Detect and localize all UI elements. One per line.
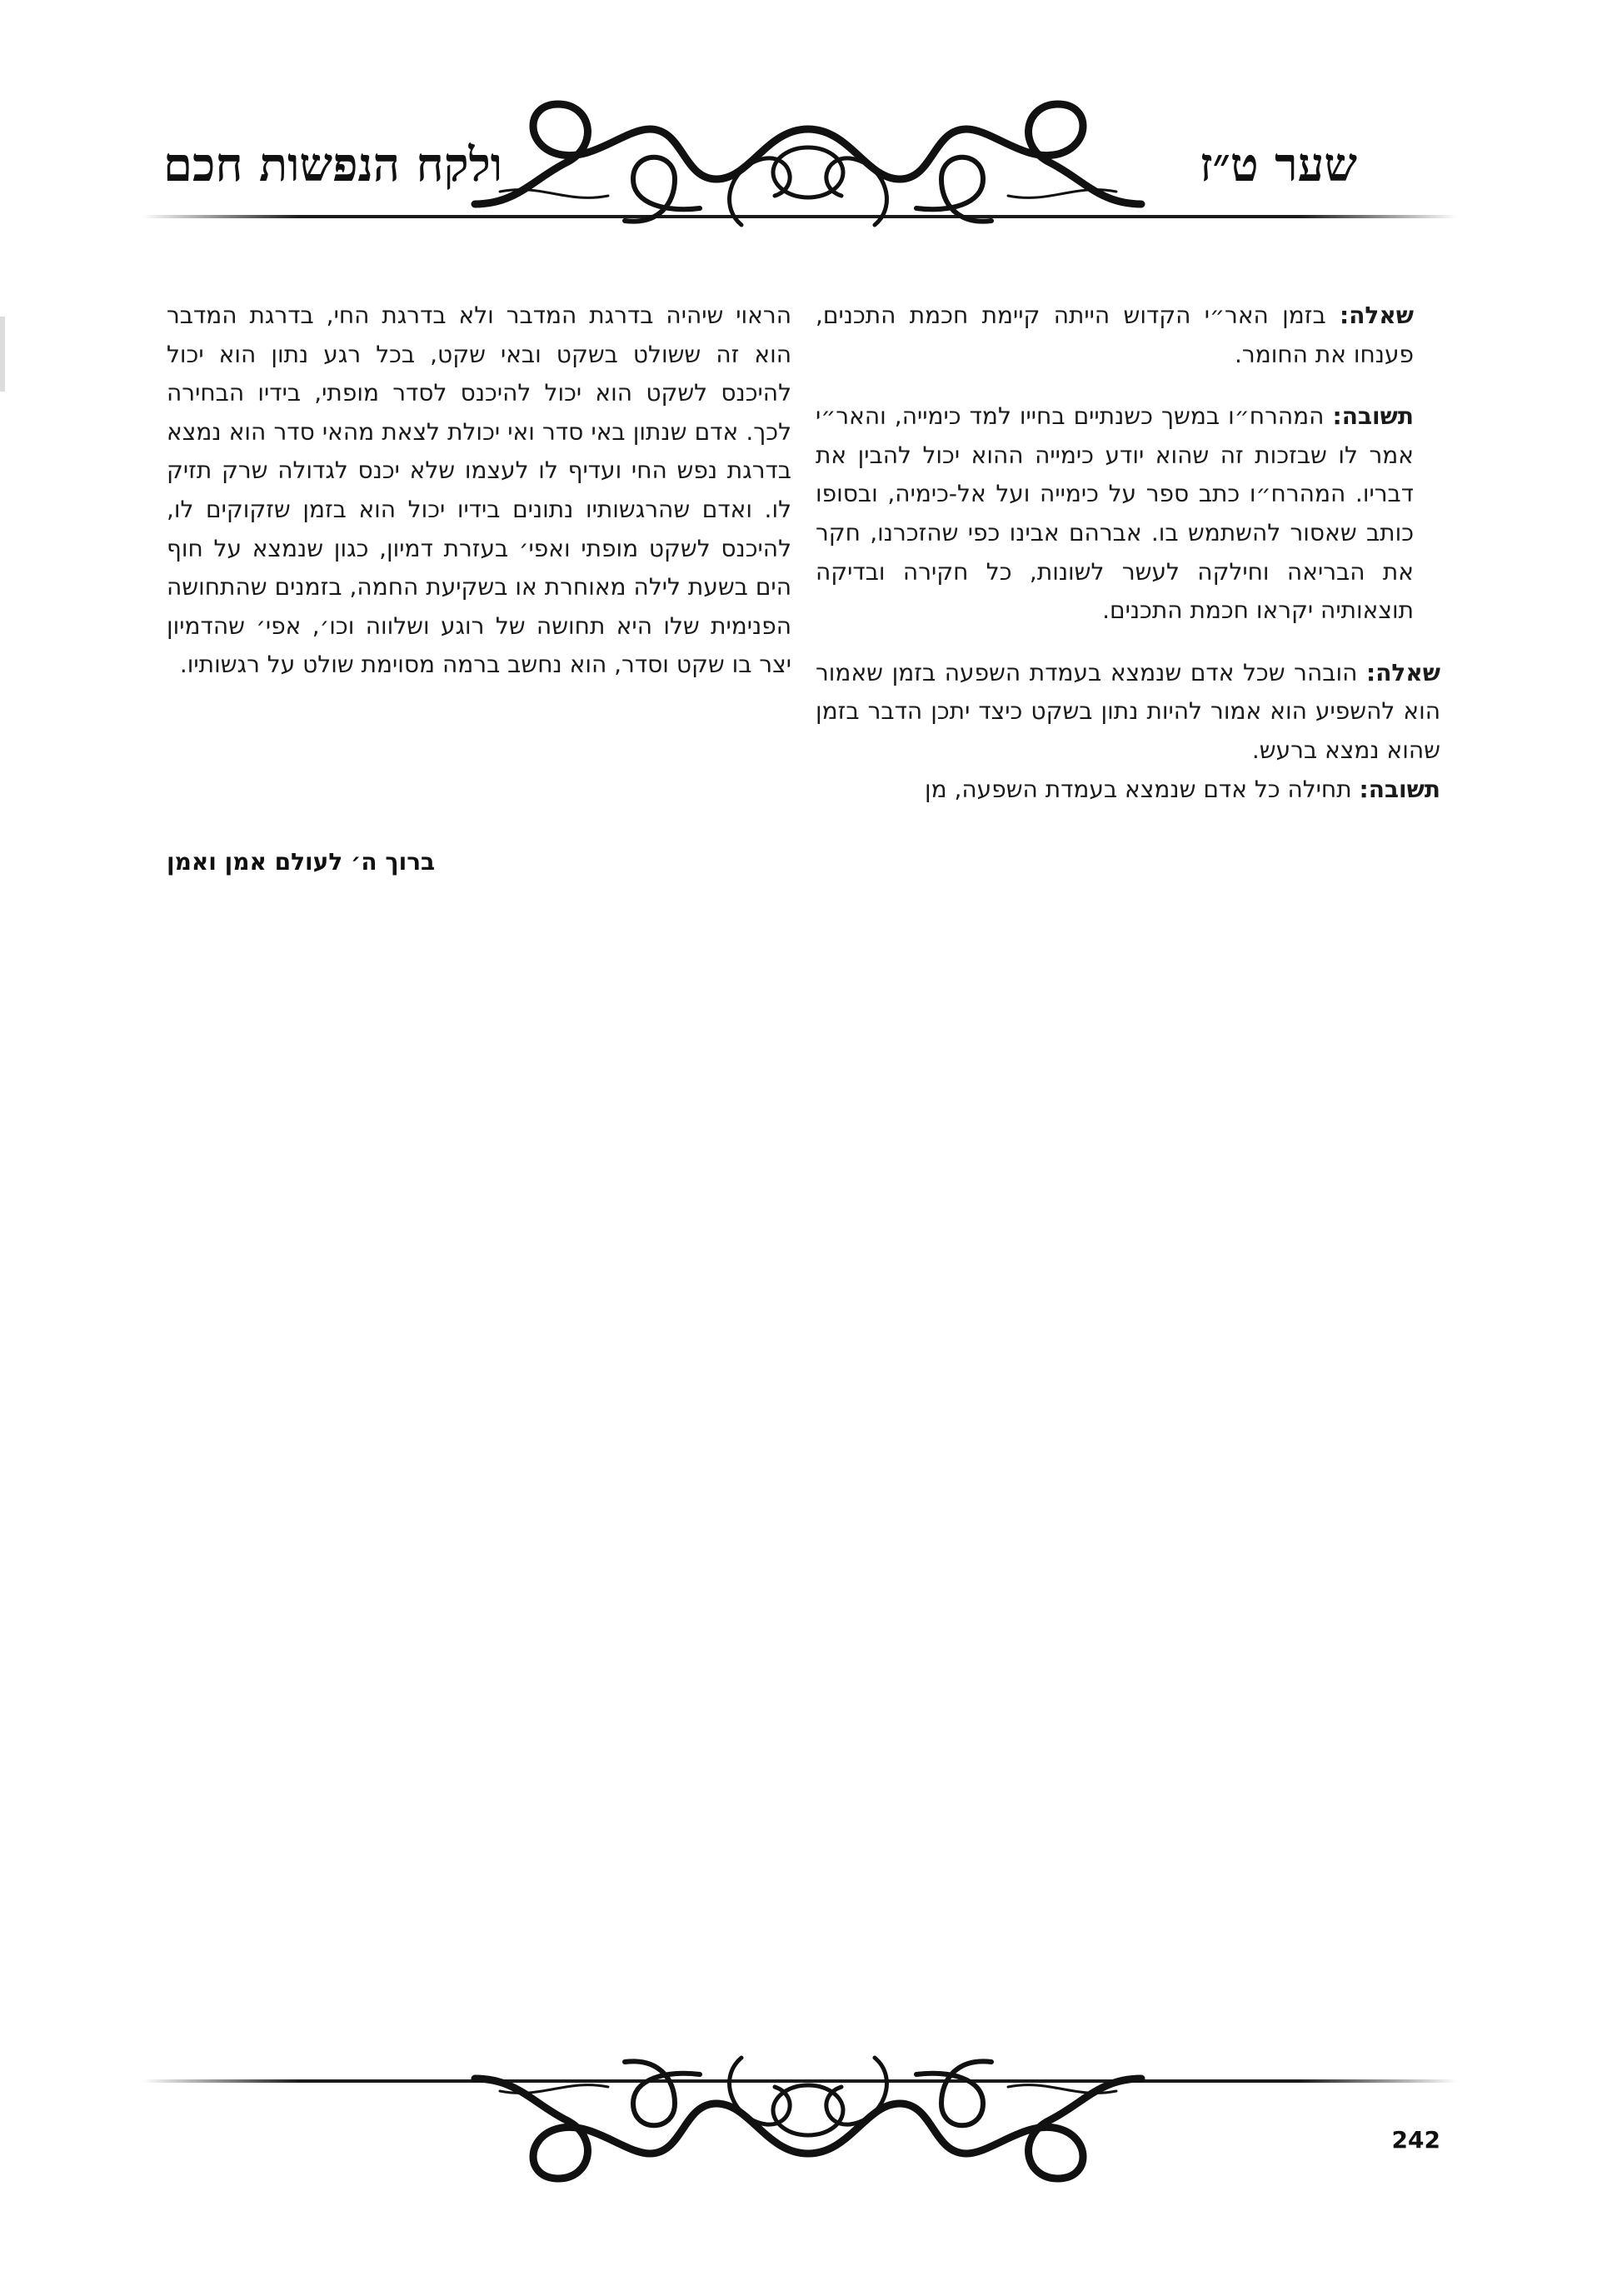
closing-blessing: ברוך ה׳ לעולם אמן ואמן [167, 848, 436, 876]
question-label: שאלה: [1366, 658, 1440, 686]
paragraph-continuation: הראוי שיהיה בדרגת המדבר ולא בדרגת החי, בדרגת המדבר הוא זה ששולט בשקט ובאי שקט, בכל רגע נתון הוא יכול להיכנס לשקט הוא יכול להיכנס לסדר מופתי, בידיו הבחירה לכך. אדם שנתון באי סדר ואי יכולת לצאת מהאי סדר הוא נמצא בדרגת נפש החי ועדיף לו לעצמו שלא יכנס לגדולה שרק תזיק לו. ואדם שהרגשותיו נתונים בידיו יכול הוא בזמן שזקוקים לו, להיכנס לשקט מופתי ואפי׳ בעזרת דמיון, כגון שנמצא על חוף הים בשעת לילה מאוחרת או בשקיעת החמה, בזמנים שהתחושה הפנימית שלו היא תחושה של רוגע ושלווה וכו׳, אפי׳ שהדמיון יצר בו שקט וסדר, הוא נחשב ברמה מסוימת שולט על רגשותיו. [167, 302, 791, 679]
paragraph-text: בזמן האר״י הקדוש הייתה קיימת חכמת התכנים, פענחו את החומר. [816, 302, 1414, 368]
chapter-title: שער ט״ז [1199, 137, 1357, 192]
paragraph-question-1 [816, 297, 1440, 374]
paragraph-text: המהרח״ו במשך כשנתיים בחייו למד כימייה, והאר״י אמר לו שבזכות זה שהוא יודע כימייה ההוא יכול להבין את דבריו. המהרח״ו כתב ספר על כימייה ועל אל-כימיה, ובסופו כותב שאסור להשתמש בו. אברהם אבינו כפי שהזכרנו, חקר את הבריאה וחילקה לעשר לשונות, כל חקירה ובדיקה תוצאותיה יקראו חכמת התכנים. [816, 402, 1414, 625]
question-label: שאלה: [1340, 302, 1414, 329]
header-flourish-ornament [467, 79, 1150, 237]
paragraph-text: הובהר שכל אדם שנמצא בעמדת השפעה בזמן שאמור הוא להשפיע הוא אמור להיות נתון בשקט כיצד יתכן הדבר בזמן שהוא נמצא ברעש. [816, 658, 1440, 764]
paragraph-answer-2 [816, 771, 1440, 810]
paragraph-question-2 [816, 654, 1440, 771]
left-column [167, 297, 791, 685]
paragraph-answer-1 [816, 397, 1440, 631]
page-edge-mark [0, 317, 5, 392]
paragraph-text: תחילה כל אדם שנמצא בעמדת השפעה, מן [924, 775, 1360, 803]
footer-flourish-ornament [467, 2045, 1150, 2204]
answer-label: תשובה: [1359, 775, 1440, 803]
answer-label: תשובה: [1332, 402, 1414, 431]
page-number: 242 [1391, 2126, 1440, 2154]
book-title: ולקח הנפשות חכם [163, 137, 503, 192]
right-column [816, 297, 1440, 809]
